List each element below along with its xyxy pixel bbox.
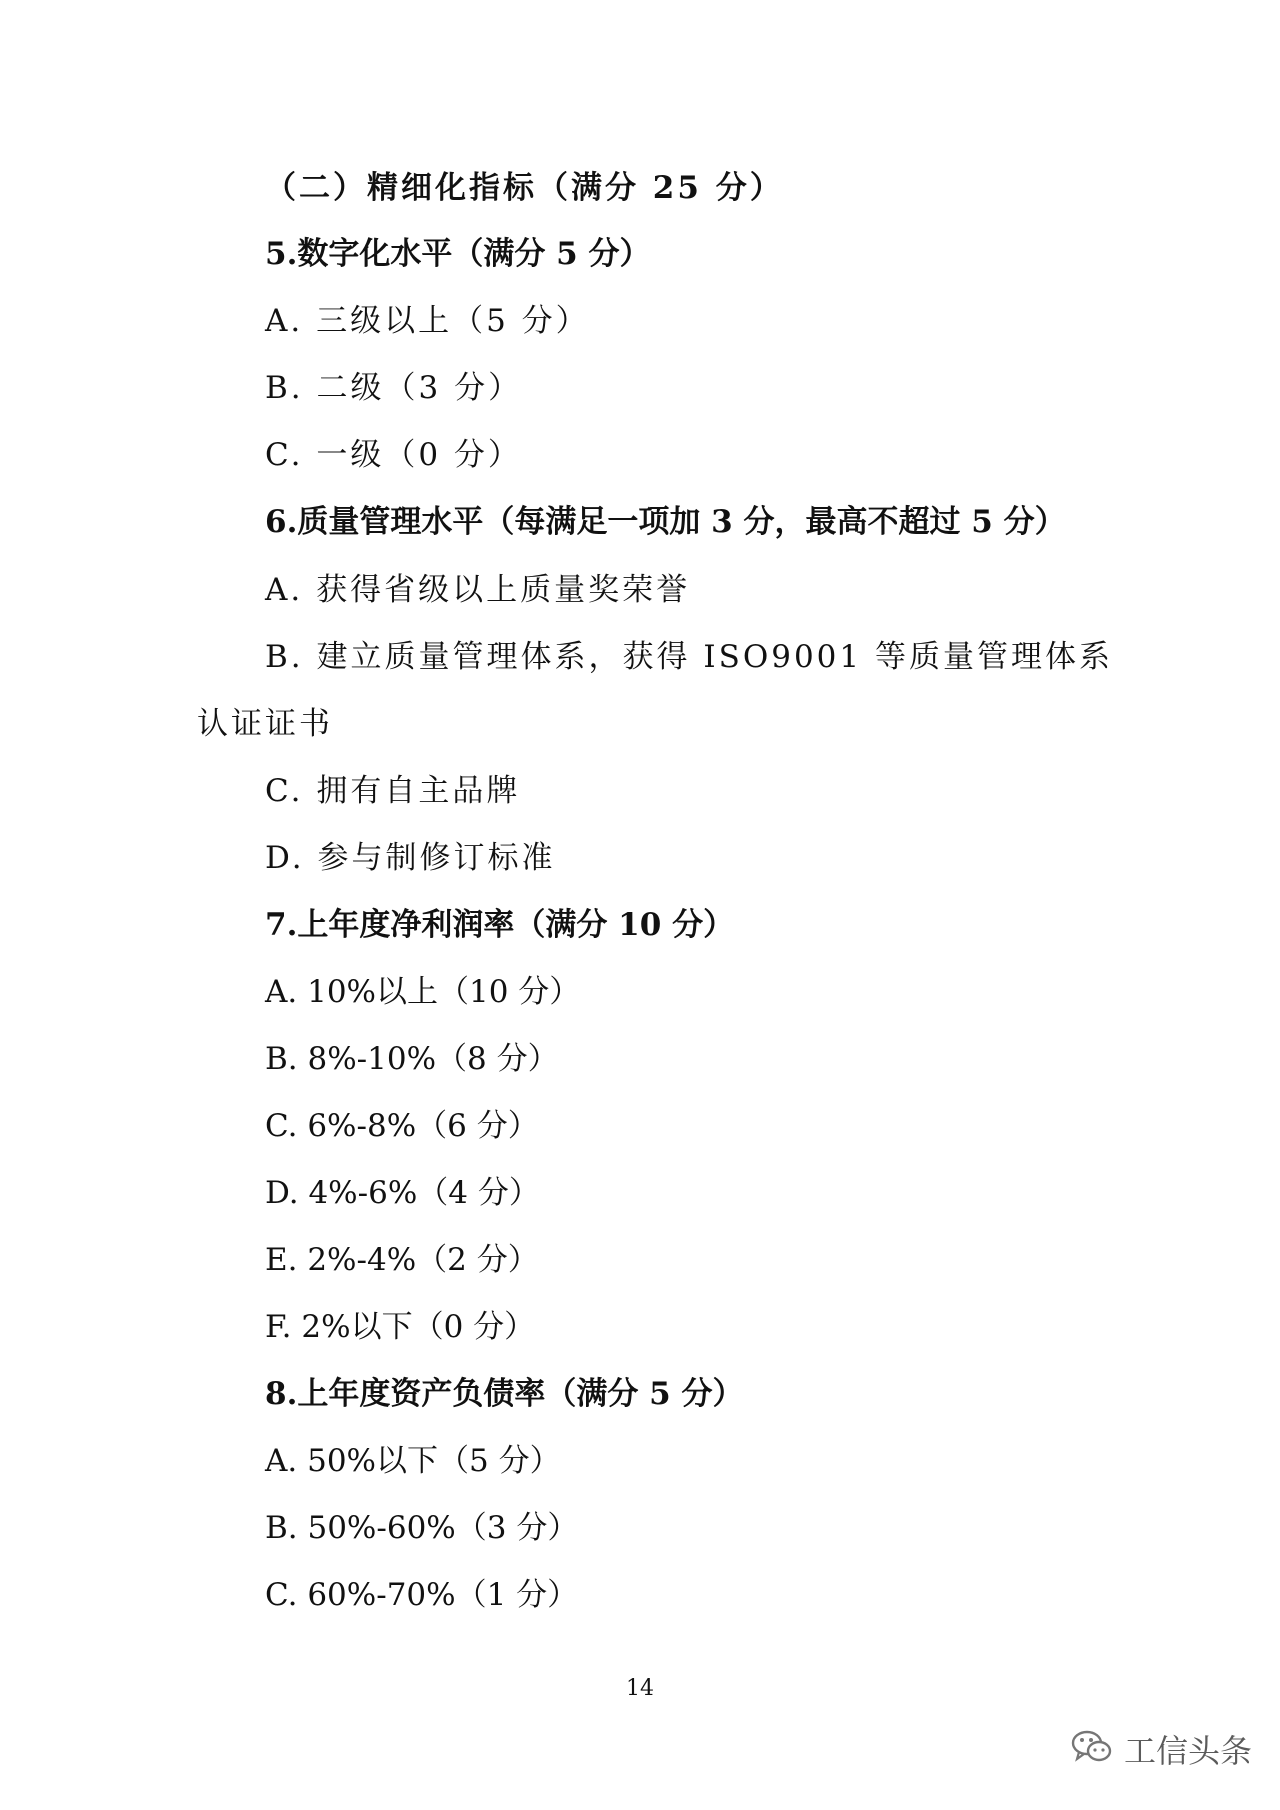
item-8-option-a: A. 50%以下（5 分） [265, 1443, 561, 1479]
item-5-option-c: C. 一级（0 分） [265, 437, 522, 473]
item-8-option-b: B. 50%-60%（3 分） [265, 1510, 579, 1546]
section-heading: （二）精细化指标（满分 25 分） [265, 170, 784, 206]
item-8-option-c: C. 60%-70%（1 分） [265, 1577, 579, 1613]
wechat-icon [1070, 1728, 1114, 1770]
page-number: 14 [626, 1676, 654, 1701]
item-7-option-d: D. 4%-6%（4 分） [265, 1175, 540, 1211]
item-8-title: 8.上年度资产负债率（满分 5 分） [265, 1376, 744, 1412]
item-7-title: 7.上年度净利润率（满分 10 分） [265, 907, 735, 943]
item-7-option-c: C. 6%-8%（6 分） [265, 1108, 539, 1144]
item-6-option-a: A. 获得省级以上质量奖荣誉 [265, 572, 691, 608]
item-7-option-e: E. 2%-4%（2 分） [265, 1242, 539, 1278]
item-5-title: 5.数字化水平（满分 5 分） [265, 236, 651, 272]
item-5-option-b: B. 二级（3 分） [265, 370, 523, 406]
watermark-text: 工信头条 [1124, 1732, 1253, 1770]
item-6-option-d: D. 参与制修订标准 [265, 840, 556, 876]
item-7-option-b: B. 8%-10%（8 分） [265, 1041, 559, 1077]
item-7-option-f: F. 2%以下（0 分） [265, 1309, 536, 1345]
item-5-option-a: A. 三级以上（5 分） [265, 303, 590, 339]
item-6-title: 6.质量管理水平（每满足一项加 3 分，最高不超过 5 分） [265, 504, 1066, 540]
item-6-option-b: B. 建立质量管理体系，获得 ISO9001 等质量管理体系 [265, 639, 1113, 675]
item-7-option-a: A. 10%以上（10 分） [265, 974, 581, 1010]
watermark [1070, 1726, 1252, 1772]
item-6-option-c: C. 拥有自主品牌 [265, 773, 521, 809]
item-6-option-b-continued: 认证证书 [197, 706, 333, 742]
